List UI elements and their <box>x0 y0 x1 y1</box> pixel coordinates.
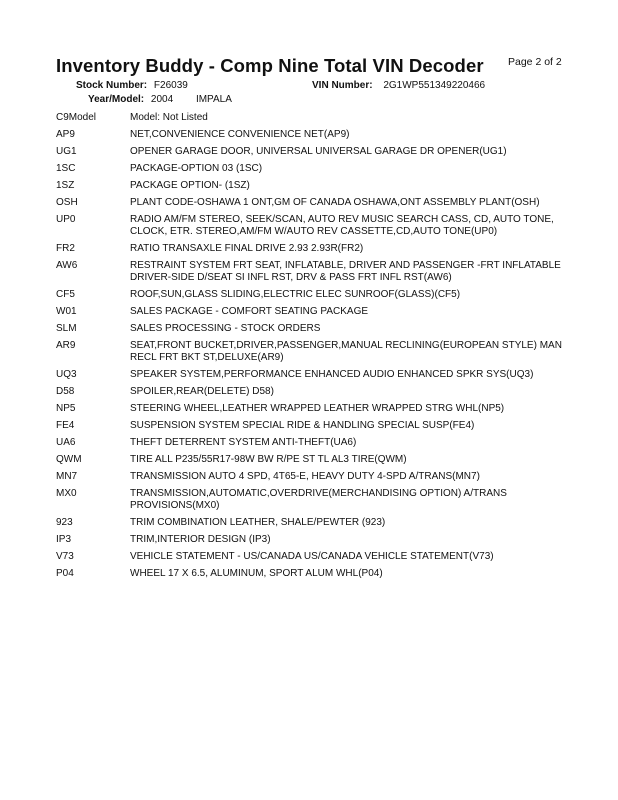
option-description: TRIM COMBINATION LEATHER, SHALE/PEWTER (923) <box>130 517 386 528</box>
option-row <box>56 369 576 381</box>
option-description: TRIM,INTERIOR DESIGN (IP3) <box>130 534 271 545</box>
option-code: W01 <box>56 306 77 317</box>
option-description: THEFT DETERRENT SYSTEM ANTI-THEFT(UA6) <box>130 437 357 448</box>
option-description: RADIO AM/FM STEREO, SEEK/SCAN, AUTO REV MUSIC SEARCH CASS, CD, AUTO TONE, CLOCK, ETR. STEREO,AM/FM W/AUTO REV CASSETTE,CD,AUTO TONE(UP0) <box>130 214 554 237</box>
option-row <box>56 568 576 580</box>
option-row <box>56 260 576 284</box>
option-row <box>56 534 576 546</box>
option-row <box>56 386 576 398</box>
option-row <box>56 340 576 364</box>
option-code: FE4 <box>56 420 75 431</box>
option-row <box>56 437 576 449</box>
vin-number-label: VIN Number: <box>312 80 373 91</box>
option-code: 1SZ <box>56 180 75 191</box>
option-description: SALES PACKAGE - COMFORT SEATING PACKAGE <box>130 306 369 317</box>
option-description: VEHICLE STATEMENT - US/CANADA US/CANADA VEHICLE STATEMENT(V73) <box>130 551 494 562</box>
option-row <box>56 180 576 192</box>
option-code: C9Model <box>56 112 97 123</box>
year-model <box>88 94 232 105</box>
stock-number <box>76 80 188 91</box>
document-title: Inventory Buddy - Comp Nine Total VIN Decoder <box>56 55 484 76</box>
option-code: AP9 <box>56 129 75 140</box>
model-value: IMPALA <box>195 94 232 105</box>
option-code: QWM <box>56 454 82 465</box>
option-row <box>56 488 576 512</box>
option-code: AW6 <box>56 260 78 271</box>
option-description: PLANT CODE-OSHAWA 1 ONT,GM OF CANADA OSHAWA,ONT ASSEMBLY PLANT(OSH) <box>130 197 540 208</box>
stock-number-label: Stock Number: <box>76 80 148 91</box>
option-description: SPOILER,REAR(DELETE) D58) <box>130 386 274 397</box>
year-value: 2004 <box>150 94 174 105</box>
year-model-label: Year/Model: <box>88 94 145 105</box>
option-code: 1SC <box>56 163 76 174</box>
option-code: P04 <box>56 568 74 579</box>
option-code: MN7 <box>56 471 78 482</box>
option-row <box>56 454 576 466</box>
option-description: PACKAGE OPTION- (1SZ) <box>130 180 250 191</box>
option-row <box>56 551 576 563</box>
option-description: ROOF,SUN,GLASS SLIDING,ELECTRIC ELEC SUNROOF(GLASS)(CF5) <box>130 289 461 300</box>
option-description: WHEEL 17 X 6.5, ALUMINUM, SPORT ALUM WHL(P04) <box>130 568 383 579</box>
option-description: TIRE ALL P235/55R17-98W BW R/PE ST TL AL3 TIRE(QWM) <box>130 454 407 465</box>
option-code: CF5 <box>56 289 75 300</box>
option-row <box>56 146 576 158</box>
option-description: STEERING WHEEL,LEATHER WRAPPED LEATHER WRAPPED STRG WHL(NP5) <box>130 403 505 414</box>
option-description: RATIO TRANSAXLE FINAL DRIVE 2.93 2.93R(FR2) <box>130 243 364 254</box>
option-code: SLM <box>56 323 77 334</box>
option-code: V73 <box>56 551 74 562</box>
option-description: NET,CONVENIENCE CONVENIENCE NET(AP9) <box>130 129 350 140</box>
option-description: TRANSMISSION,AUTOMATIC,OVERDRIVE(MERCHANDISING OPTION) A/TRANS PROVISIONS(MX0) <box>130 488 507 511</box>
option-row <box>56 214 576 238</box>
option-row <box>56 471 576 483</box>
option-description: Model: Not Listed <box>130 112 208 123</box>
option-code: UP0 <box>56 214 76 225</box>
option-description: OPENER GARAGE DOOR, UNIVERSAL UNIVERSAL GARAGE DR OPENER(UG1) <box>130 146 507 157</box>
option-row <box>56 420 576 432</box>
option-code: IP3 <box>56 534 72 545</box>
option-row <box>56 289 576 301</box>
option-row <box>56 306 576 318</box>
option-description: RESTRAINT SYSTEM FRT SEAT, INFLATABLE, DRIVER AND PASSENGER -FRT INFLATABLE DRIVER-SIDE D/SEAT SI INFL RST, DRV & PASS FRT INFL RST(AW6) <box>130 260 561 283</box>
option-code: UG1 <box>56 146 77 157</box>
option-row <box>56 323 576 335</box>
option-code: NP5 <box>56 403 76 414</box>
option-row <box>56 163 576 175</box>
option-row <box>56 197 576 209</box>
option-code: UQ3 <box>56 369 77 380</box>
vin-number-value: 2G1WP551349220466 <box>383 80 486 91</box>
option-row <box>56 517 576 529</box>
option-code: UA6 <box>56 437 76 448</box>
option-code-list <box>56 112 576 585</box>
option-row <box>56 243 576 255</box>
vin-number <box>312 80 485 91</box>
page-number: Page 2 of 2 <box>508 56 562 68</box>
option-code: MX0 <box>56 488 77 499</box>
option-code: 923 <box>56 517 73 528</box>
option-code: D58 <box>56 386 75 397</box>
option-row <box>56 403 576 415</box>
option-description: SEAT,FRONT BUCKET,DRIVER,PASSENGER,MANUAL RECLINING(EUROPEAN STYLE) MAN RECL FRT BKT ST,DELUXE(AR9) <box>130 340 562 363</box>
stock-number-value: F26039 <box>153 80 188 91</box>
option-description: SUSPENSION SYSTEM SPECIAL RIDE & HANDLING SPECIAL SUSP(FE4) <box>130 420 475 431</box>
option-row <box>56 112 576 124</box>
option-code: FR2 <box>56 243 75 254</box>
option-code: AR9 <box>56 340 76 351</box>
option-code: OSH <box>56 197 78 208</box>
option-row <box>56 129 576 141</box>
option-description: TRANSMISSION AUTO 4 SPD, 4T65-E, HEAVY DUTY 4-SPD A/TRANS(MN7) <box>130 471 480 482</box>
option-description: PACKAGE-OPTION 03 (1SC) <box>130 163 263 174</box>
option-description: SALES PROCESSING - STOCK ORDERS <box>130 323 321 334</box>
option-description: SPEAKER SYSTEM,PERFORMANCE ENHANCED AUDIO ENHANCED SPKR SYS(UQ3) <box>130 369 534 380</box>
